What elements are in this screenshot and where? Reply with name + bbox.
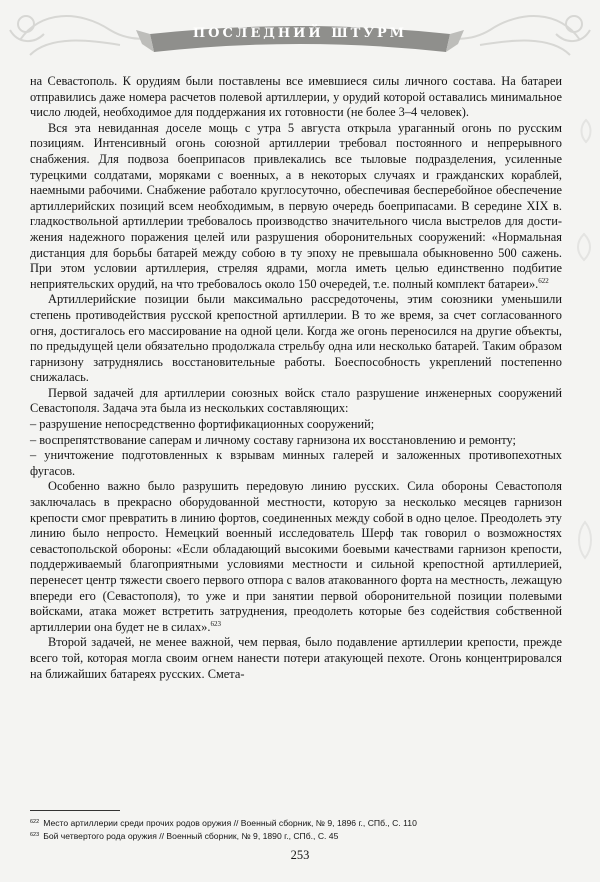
paragraph: Артиллерийские позиции были максимально рассредоточены, этим союзники уменьшили степень противодействия русской крепостной артиллерии. В то же время, за счет согласованного огня, достигалось его массирование на одной цели. Когда же огонь переносился на другие объекты, по предыдущей цели обязательно продолжала стрельбу одна или несколько батарей. Таким образом гарнизону затруднялись восстановительные работы. Боеспособность укреплений постепенно снижалась. (30, 292, 562, 385)
footnote-reference: 622 (538, 276, 549, 285)
paragraph: Первой задачей для артиллерии союзных войск стало разрушение инженерных сооружений Севастополя. Задача эта была из нескольких составляющих: (30, 385, 562, 416)
page-number: 253 (290, 848, 310, 862)
list-item: – уничтожение подготовленных к взрывам минных галерей и заложенных противопехотных фугасов. (30, 448, 562, 478)
list-item: – воспрепятствование саперам и личному составу гарнизона их восстановлению и ремонту; (30, 432, 516, 447)
running-title: ПОСЛЕДНИЙ ШТУРМ (192, 26, 408, 41)
footnote-reference: 623 (210, 619, 221, 628)
margin-ornament-icon (578, 118, 594, 149)
list-item: – разрушение непосредственно фортификационных сооружений; (30, 417, 375, 432)
margin-ornament-icon (576, 520, 594, 565)
running-header (0, 0, 600, 72)
footnotes (30, 816, 562, 842)
footnote-divider (30, 810, 120, 811)
paragraph: Особенно важно было разрушить передовую линию русских. Сила обороны Севастополя заключалась в прекрасно оборудованной местности, которую за несколько месяцев гарнизон крепости смог превратить в линию фортов, соединенных между собой в одно целое. Преодолеть эту линию было непросто. Немецкий военный исследователь Шерф так говорил о возможностях севастопольской обороны: «Если обладающий высокими боевыми качествами гарнизон крепости, поддерживаемый благоприятными условиями местности и сильной крепостной артиллерией, перенесет центр тяжести своего первого отпора с валов атакованного форта на местность, лежащую впереди его (Севастополя), то уже и при занятии первой оборонительной позиции полевыми войсками, атака может встретить затруднения, преодолеть которые без содействия собственной артиллерии она будет не в силах».$^{623}$ (30, 479, 562, 634)
footnote: $^{623}$ Бой четвертого рода оружия // Военный сборник, № 9, 1890 г., СПб., С. 45 (30, 831, 339, 841)
paragraph: Второй задачей, не менее важной, чем первая, было подавление артиллерии крепости, прежде всего той, которая могла своим огнем нанести потери атакующей пехоте. Огонь концентрировался на ближайших батареях русских. Смета- (30, 635, 562, 681)
page-body-text (30, 74, 562, 682)
footnote: $^{622}$ Место артиллерии среди прочих родов оружия // Военный сборник, № 9, 1896 г., СПб., С. 110 (30, 818, 417, 828)
paragraph: на Севастополь. К орудиям были поставлены все имевшиеся силы личного состава. На батареи отправились даже номера расчетов полевой артиллерии, у орудий которой оставались минимальное число людей, необходимое для поддержания их готовности (не более 3–4 человек). (30, 74, 562, 120)
paragraph: Вся эта невиданная доселе мощь с утра 5 августа открыла ураганный огонь по русским позициям. Интенсивный огонь союзной артиллерии требовал постоянного и непрерывного снабжения. Для подвоза боеприпасов привлекались все тыловые подразделения, усиленные турецкими солдатами, моряками с военных, а в некоторых случаях и гражданских кораблей, наемными рабочими. Снабжение работало круглосуточно, обеспечивая бесперебойное обеспечение артиллерийских позиций всем необходимым, в первую очередь боеприпасами. В середине XIX в. гладкоствольной артиллерии требовалось производство значительного числа выстрелов для достижения надежного поражения целей или разрушения оборонительных сооружений: «Нормальная дистанция для борьбы батарей между собою в ту эпоху не превышала обыкновенно 500 сажень. При этом условии артиллерия, стреляя ядрами, могла иметь целью единственно подбитие неприятельских орудий, на что требовалось около 150 очередей, т.е. полный комплект батареи».$^{622}$ (30, 120, 562, 291)
margin-ornament-icon (574, 232, 594, 267)
